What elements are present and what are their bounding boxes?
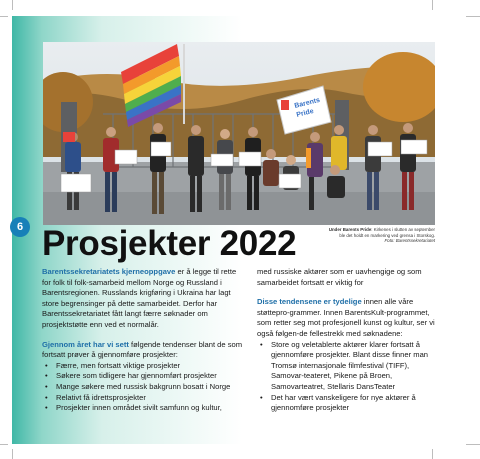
list-item: • Det har vært vanskeligere for nye aktører å gjennomføre prosjekter xyxy=(271,393,437,414)
paragraph-lead: Gjennom året har vi sett xyxy=(42,339,129,349)
text-column-left xyxy=(42,267,245,414)
list-item: • Store og veletablerte aktører klarer fortsatt å gjennomføre prosjekter. Blant disse finner man Tromsø internasjonale filmfestival (TIFF), Samovar-teateret, Pikene på Broen, Samovarteatret, Stellaris DansTeater xyxy=(271,340,437,393)
crop-mark xyxy=(12,0,13,10)
paragraph xyxy=(257,267,437,288)
paragraph xyxy=(42,267,245,331)
paragraph-body: er å legge til rette for folk til folk-samarbeid mellom Norge og Russland i Barentsregionen. Russlands krigføring i Ukraina har lagt store begrensinger på dette samarbeidet. Derfor har Barentssekretariatet fått langt færre søknader om prosjektstøtte enn ved et normalår. xyxy=(42,267,237,329)
svg-text:Pride: Pride xyxy=(295,107,315,119)
list-item: • Prosjekter innen området sivilt samfunn og kultur, xyxy=(56,403,245,414)
paragraph xyxy=(42,340,245,361)
paragraph-lead: Barentssekretariatets kjerneoppgave xyxy=(42,267,176,276)
crop-mark xyxy=(0,16,8,17)
paragraph-body: innen alle våre støttepro-grammer. Innen BarentsKult-programmet, som retter seg mot profesjonell kunst og kultur, ser vi også følgen-de fellestrekk med søknadene: xyxy=(257,297,435,338)
svg-text:Barents: Barents xyxy=(293,96,321,110)
text-column-right xyxy=(257,267,437,414)
paragraph-lead: Disse tendensene er tydelige xyxy=(257,297,362,307)
page-title: Prosjekter 2022 xyxy=(42,224,297,263)
caption-credit: Foto: Barentssekretariatet xyxy=(384,238,435,244)
caption-title: Under Barents Pride xyxy=(328,227,372,232)
crop-mark xyxy=(432,449,433,459)
crop-mark xyxy=(466,444,480,445)
crop-mark xyxy=(12,449,13,459)
event-photo xyxy=(43,42,435,225)
paragraph-body: med russiske aktører som er uavhengige og som samarbeidet fortsatt er viktig for xyxy=(257,267,422,287)
photo-caption xyxy=(325,227,435,244)
tendency-list xyxy=(42,361,245,414)
list-item: • Relativt få idrettsprosjekter xyxy=(56,393,245,404)
crop-mark xyxy=(432,0,433,10)
crop-mark xyxy=(0,444,8,445)
paragraph xyxy=(257,297,437,339)
crop-mark xyxy=(466,16,480,17)
list-item: • Færre, men fortsatt viktige prosjekter xyxy=(56,361,245,372)
list-item: • Mange søkere med russisk bakgrunn bosatt i Norge xyxy=(56,382,245,393)
list-item: • Søkere som tidligere har gjennomført prosjekter xyxy=(56,371,245,382)
caption-text: : Kirkenes i slutten av september ble det holdt en markering ved grensa i Storskog. xyxy=(339,227,435,238)
paragraph-body: følgende tendenser blant de som fortsatt prøver å gjennomføre prosjekter: xyxy=(42,339,243,360)
barentskult-list xyxy=(257,340,437,414)
page-number-badge: 6 xyxy=(10,217,30,237)
